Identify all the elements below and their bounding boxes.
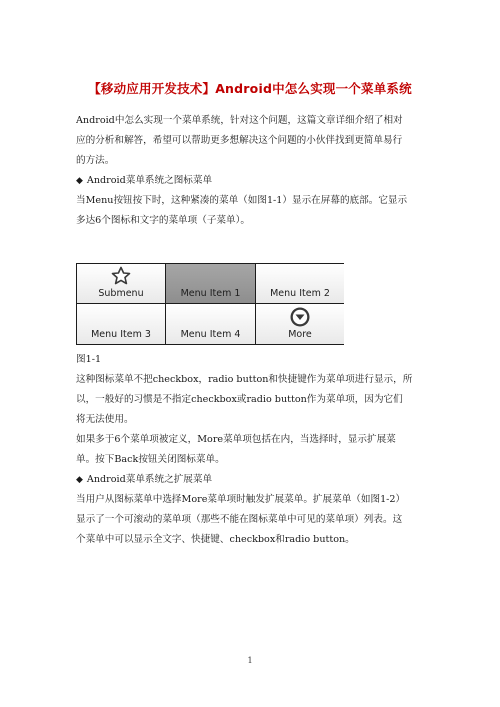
menu-cell-submenu[interactable] <box>77 264 165 303</box>
text-line: Android中怎么实现一个菜单系统，针对这个问题，这篇文章详细介绍了相对 <box>76 115 403 126</box>
menu-cell-label: Submenu <box>98 288 144 299</box>
page-number: 1 <box>247 656 253 665</box>
menu-cell-item-4[interactable] <box>166 304 255 344</box>
text-line: 将无法使用。 <box>76 414 134 425</box>
page-title: 【移动应用开发技术】Android中怎么实现一个菜单系统 <box>88 81 412 96</box>
star-icon <box>111 266 131 289</box>
text-line: 当Menu按钮按下时，这种紧凑的菜单（如图1-1）显示在屏幕的底部。它显示 <box>76 195 408 206</box>
text-line: 以，一般好的习惯是不指定checkbox或radio button作为菜单项，因为它们 <box>76 394 403 405</box>
menu-cell-label: More <box>288 329 312 340</box>
menu-cell-label: Menu Item 2 <box>270 288 330 299</box>
icon-menu-grid <box>77 264 343 344</box>
menu-cell-label: Menu Item 3 <box>91 329 151 340</box>
text-line: 的方法。 <box>76 155 115 166</box>
figure-caption-block <box>76 350 428 550</box>
figure-caption: 图1-1 <box>76 354 102 365</box>
text-line: 多达6个图标和文字的菜单项（子菜单）。 <box>76 215 250 226</box>
menu-cell-item-2[interactable] <box>256 264 344 303</box>
menu-cell-label: Menu Item 1 <box>180 288 241 299</box>
section-heading: ◆ Android菜单系统之图标菜单 <box>76 171 428 191</box>
text-line: 当用户从图标菜单中选择More菜单项时触发扩展菜单。扩展菜单（如图1-2） <box>76 494 406 505</box>
menu-cell-label: Menu Item 4 <box>180 329 241 340</box>
menu-cell-item-1[interactable] <box>166 264 255 303</box>
text-line: 个菜单中可以显示全文字、快捷键、checkbox和radio button。 <box>76 534 355 545</box>
text-line: 应的分析和解答，希望可以帮助更多想解决这个问题的小伙伴找到更简单易行 <box>76 135 403 146</box>
intro-paragraph <box>76 111 428 171</box>
menu-cell-more[interactable] <box>256 304 344 344</box>
text-line: 这种图标菜单不把checkbox，radio button和快捷键作为菜单项进行显示，所 <box>76 374 413 385</box>
section-1 <box>76 171 428 231</box>
text-line: 显示了一个可滚动的菜单项（那些不能在图标菜单中可见的菜单项）列表。这 <box>76 514 403 525</box>
android-icon-menu-figure <box>76 263 344 345</box>
more-arrow-icon <box>289 306 311 331</box>
section-heading: ◆ Android菜单系统之扩展菜单 <box>76 470 428 490</box>
menu-cell-item-3[interactable] <box>77 304 165 344</box>
text-line: 如果多于6个菜单项被定义，More菜单项包括在内，当选择时，显示扩展菜 <box>76 434 396 445</box>
text-line: 单。按下Back按钮关闭图标菜单。 <box>76 454 225 465</box>
